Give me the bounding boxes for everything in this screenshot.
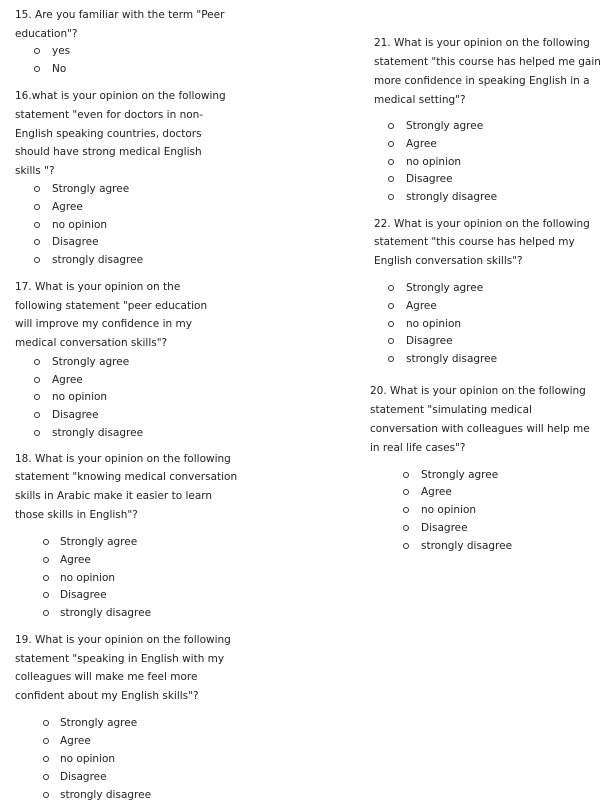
circle-bullet-icon bbox=[34, 377, 40, 383]
answer-option-label: Strongly agree bbox=[421, 469, 499, 481]
answer-option-label: Disagree bbox=[52, 409, 99, 421]
circle-bullet-icon bbox=[388, 356, 394, 362]
question-text-line: conversation with colleagues will help me bbox=[370, 423, 590, 435]
question-text-line: those skills in English"? bbox=[15, 509, 138, 521]
circle-bullet-icon bbox=[403, 489, 409, 495]
answer-option-label: Strongly agree bbox=[60, 717, 138, 729]
answer-option-label: no opinion bbox=[60, 572, 116, 584]
answer-option-label: Strongly agree bbox=[52, 356, 130, 368]
answer-option-label: Disagree bbox=[406, 335, 453, 347]
answer-option-label: no opinion bbox=[60, 753, 116, 765]
circle-bullet-icon bbox=[43, 756, 49, 762]
circle-bullet-icon bbox=[34, 66, 40, 72]
answer-option-label: Disagree bbox=[52, 236, 99, 248]
circle-bullet-icon bbox=[34, 430, 40, 436]
answer-option-label: strongly disagree bbox=[60, 789, 152, 801]
circle-bullet-icon bbox=[43, 557, 49, 563]
answer-option-label: strongly disagree bbox=[406, 353, 498, 365]
circle-bullet-icon bbox=[388, 141, 394, 147]
circle-bullet-icon bbox=[388, 123, 394, 129]
question-text-line: 15. Are you familiar with the term "Peer bbox=[15, 9, 225, 21]
answer-option-label: Agree bbox=[52, 374, 83, 386]
circle-bullet-icon bbox=[43, 575, 49, 581]
circle-bullet-icon bbox=[34, 257, 40, 263]
question-text-line: medical setting"? bbox=[374, 94, 466, 106]
question-text-line: education"? bbox=[15, 28, 78, 40]
answer-option-label: Disagree bbox=[60, 771, 107, 783]
circle-bullet-icon bbox=[43, 539, 49, 545]
circle-bullet-icon bbox=[43, 792, 49, 798]
answer-option-label: Strongly agree bbox=[52, 183, 130, 195]
answer-option-label: Strongly agree bbox=[60, 536, 138, 548]
answer-option-label: strongly disagree bbox=[52, 427, 144, 439]
question-text-line: confident about my English skills"? bbox=[15, 690, 199, 702]
question-text-line: medical conversation skills"? bbox=[15, 337, 168, 349]
question-text-line: 21. What is your opinion on the following bbox=[374, 37, 590, 49]
circle-bullet-icon bbox=[388, 321, 394, 327]
answer-option-label: strongly disagree bbox=[60, 607, 152, 619]
question-text-line: English conversation skills"? bbox=[374, 255, 523, 267]
answer-option-label: strongly disagree bbox=[406, 191, 498, 203]
answer-option-label: no opinion bbox=[406, 318, 462, 330]
question-text-line: 19. What is your opinion on the following bbox=[15, 634, 231, 646]
circle-bullet-icon bbox=[43, 610, 49, 616]
answer-option-label: Strongly agree bbox=[406, 282, 484, 294]
question-text-line: statement "even for doctors in non- bbox=[15, 109, 204, 121]
circle-bullet-icon bbox=[403, 472, 409, 478]
question-text-line: skills "? bbox=[15, 165, 55, 177]
question-text-line: will improve my confidence in my bbox=[15, 318, 192, 330]
circle-bullet-icon bbox=[34, 394, 40, 400]
question-text-line: 16.what is your opinion on the following bbox=[15, 90, 226, 102]
answer-option-label: Strongly agree bbox=[406, 120, 484, 132]
answer-option-label: strongly disagree bbox=[52, 254, 144, 266]
circle-bullet-icon bbox=[43, 774, 49, 780]
circle-bullet-icon bbox=[388, 285, 394, 291]
question-text-line: 17. What is your opinion on the bbox=[15, 281, 181, 293]
answer-option-label: no opinion bbox=[421, 504, 477, 516]
question-text-line: colleagues will make me feel more bbox=[15, 671, 198, 683]
answer-option-label: no opinion bbox=[52, 391, 108, 403]
question-text-line: 22. What is your opinion on the following bbox=[374, 218, 590, 230]
question-text-line: English speaking countries, doctors bbox=[15, 128, 202, 140]
circle-bullet-icon bbox=[34, 48, 40, 54]
circle-bullet-icon bbox=[43, 720, 49, 726]
question-text-line: following statement "peer education bbox=[15, 300, 208, 312]
circle-bullet-icon bbox=[43, 592, 49, 598]
question-text-line: in real life cases"? bbox=[370, 442, 466, 454]
question-text-line: 20. What is your opinion on the following bbox=[370, 385, 586, 397]
circle-bullet-icon bbox=[403, 525, 409, 531]
circle-bullet-icon bbox=[34, 359, 40, 365]
circle-bullet-icon bbox=[388, 338, 394, 344]
question-text-line: more confidence in speaking English in a bbox=[374, 75, 590, 87]
answer-option-label: Agree bbox=[60, 735, 91, 747]
question-text-line: statement "knowing medical conversation bbox=[15, 471, 238, 483]
circle-bullet-icon bbox=[388, 159, 394, 165]
answer-option-label: Disagree bbox=[421, 522, 468, 534]
question-text-line: statement "speaking in English with my bbox=[15, 653, 225, 665]
question-text-line: 18. What is your opinion on the following bbox=[15, 453, 231, 465]
circle-bullet-icon bbox=[34, 204, 40, 210]
circle-bullet-icon bbox=[403, 543, 409, 549]
answer-option-label: strongly disagree bbox=[421, 540, 513, 552]
circle-bullet-icon bbox=[403, 507, 409, 513]
answer-option-label: Agree bbox=[406, 300, 437, 312]
circle-bullet-icon bbox=[388, 303, 394, 309]
question-text-line: should have strong medical English bbox=[15, 146, 202, 158]
answer-option-label: Agree bbox=[406, 138, 437, 150]
circle-bullet-icon bbox=[43, 738, 49, 744]
answer-option-label: Agree bbox=[60, 554, 91, 566]
question-text-line: skills in Arabic make it easier to learn bbox=[15, 490, 213, 502]
answer-option-label: Disagree bbox=[60, 589, 107, 601]
answer-option-label: yes bbox=[52, 45, 71, 57]
question-text-line: statement "this course has helped me gain bbox=[374, 56, 601, 68]
circle-bullet-icon bbox=[34, 412, 40, 418]
circle-bullet-icon bbox=[34, 239, 40, 245]
circle-bullet-icon bbox=[388, 176, 394, 182]
answer-option-label: Agree bbox=[52, 201, 83, 213]
answer-option-label: no opinion bbox=[52, 219, 108, 231]
answer-option-label: no opinion bbox=[406, 156, 462, 168]
question-text-line: statement "this course has helped my bbox=[374, 236, 575, 248]
circle-bullet-icon bbox=[34, 186, 40, 192]
answer-option-label: No bbox=[52, 63, 67, 75]
circle-bullet-icon bbox=[34, 222, 40, 228]
answer-option-label: Agree bbox=[421, 486, 452, 498]
circle-bullet-icon bbox=[388, 194, 394, 200]
question-text-line: statement "simulating medical bbox=[370, 404, 532, 416]
answer-option-label: Disagree bbox=[406, 173, 453, 185]
